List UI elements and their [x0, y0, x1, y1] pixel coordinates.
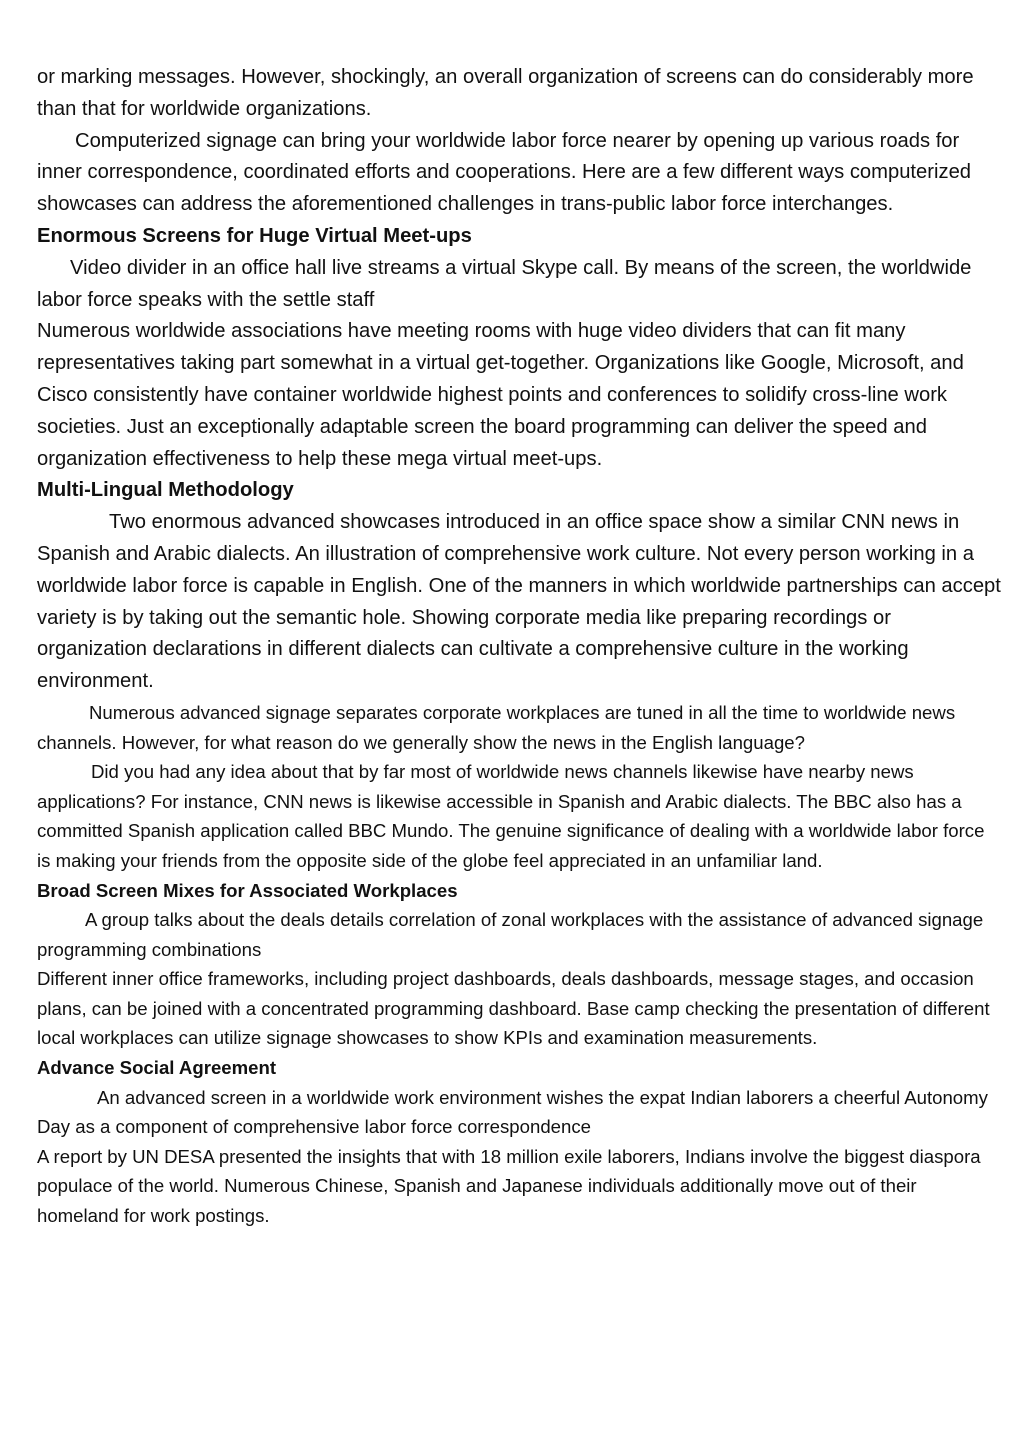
paragraph-cnn-spanish-arabic: Two enormous advanced showcases introduced in an office space show a similar CNN news in Spanish and Arabic dialects. An illustration of comprehensive work culture. Not every person working in a worldwide labor force is capable in English. One of the manners in which worldwide partnerships can accept variety is by taking out the semantic hole. Showing corporate media like preparing recordings or organization declarations in different dialects can cultivate a comprehensive culture in the working environment.	[37, 511, 1001, 693]
paragraph-inner-office-frameworks: Different inner office frameworks, including project dashboards, deals dashboards, message stages, and occasion plans, can be joined with a concentrated programming dashboard. Base camp checking the presentation of different local workplaces can utilize signage showcases to show KPIs and examination measurements.	[37, 968, 990, 1049]
heading-broad-screen-mixes: Broad Screen Mixes for Associated Workplaces	[37, 879, 458, 901]
paragraph-computerized-signage: Computerized signage can bring your worldwide labor force nearer by opening up various roads for inner correspondence, coordinated efforts and cooperations. Here are a few different ways computerized showcases can address the aforementioned challenges in trans-public labor force interchanges.	[37, 129, 972, 216]
paragraph-video-divider-caption: Video divider in an office hall live streams a virtual Skype call. By means of the screen, the worldwide labor force speaks with the settle staff	[37, 256, 972, 311]
paragraph-meeting-rooms: Numerous worldwide associations have meeting rooms with huge video dividers that can fit many representatives taking part somewhat in a virtual get-together. Organizations like Google, Microsoft, and Cisco consistently have container worldwide highest points and conferences to solidify cross-line work societies. Just an exceptionally adaptable screen the board programming can deliver the speed and organization effectiveness to help these mega virtual meet-ups.	[37, 320, 964, 470]
paragraph-zonal-workplaces-caption: A group talks about the deals details correlation of zonal workplaces with the assistance of advanced signage programming combinations	[37, 909, 984, 960]
paragraph-news-channels: Numerous advanced signage separates corporate workplaces are tuned in all the time to worldwide news channels. However, for what reason do we generally show the news in the English language?	[37, 701, 956, 753]
document-page	[37, 62, 1003, 1231]
paragraph-un-desa-report: A report by UN DESA presented the insights that with 18 million exile laborers, Indians involve the biggest diaspora populace of the world. Numerous Chinese, Spanish and Japanese individuals additionally move out of their homeland for work postings.	[37, 1145, 981, 1227]
paragraph-autonomy-day-caption: An advanced screen in a worldwide work environment wishes the expat Indian laborers a cheerful Autonomy Day as a component of comprehensive labor force correspondence	[37, 1086, 988, 1138]
heading-enormous-screens: Enormous Screens for Huge Virtual Meet-ups	[37, 224, 472, 247]
paragraph-local-news-apps: Did you had any idea about that by far most of worldwide news channels likewise have nearby news applications? For instance, CNN news is likewise accessible in Spanish and Arabic dialects. The BBC also has a committed Spanish application called BBC Mundo. The genuine significance of dealing with a worldwide labor force is making your friends from the opposite side of the globe feel appreciated in an unfamiliar land.	[37, 761, 985, 871]
paragraph-intro-continuation: or marking messages. However, shockingly, an overall organization of screens can do considerably more than that for worldwide organizations.	[37, 66, 974, 120]
heading-advance-social-agreement: Advance Social Agreement	[37, 1057, 277, 1079]
heading-multi-lingual: Multi-Lingual Methodology	[37, 479, 294, 502]
